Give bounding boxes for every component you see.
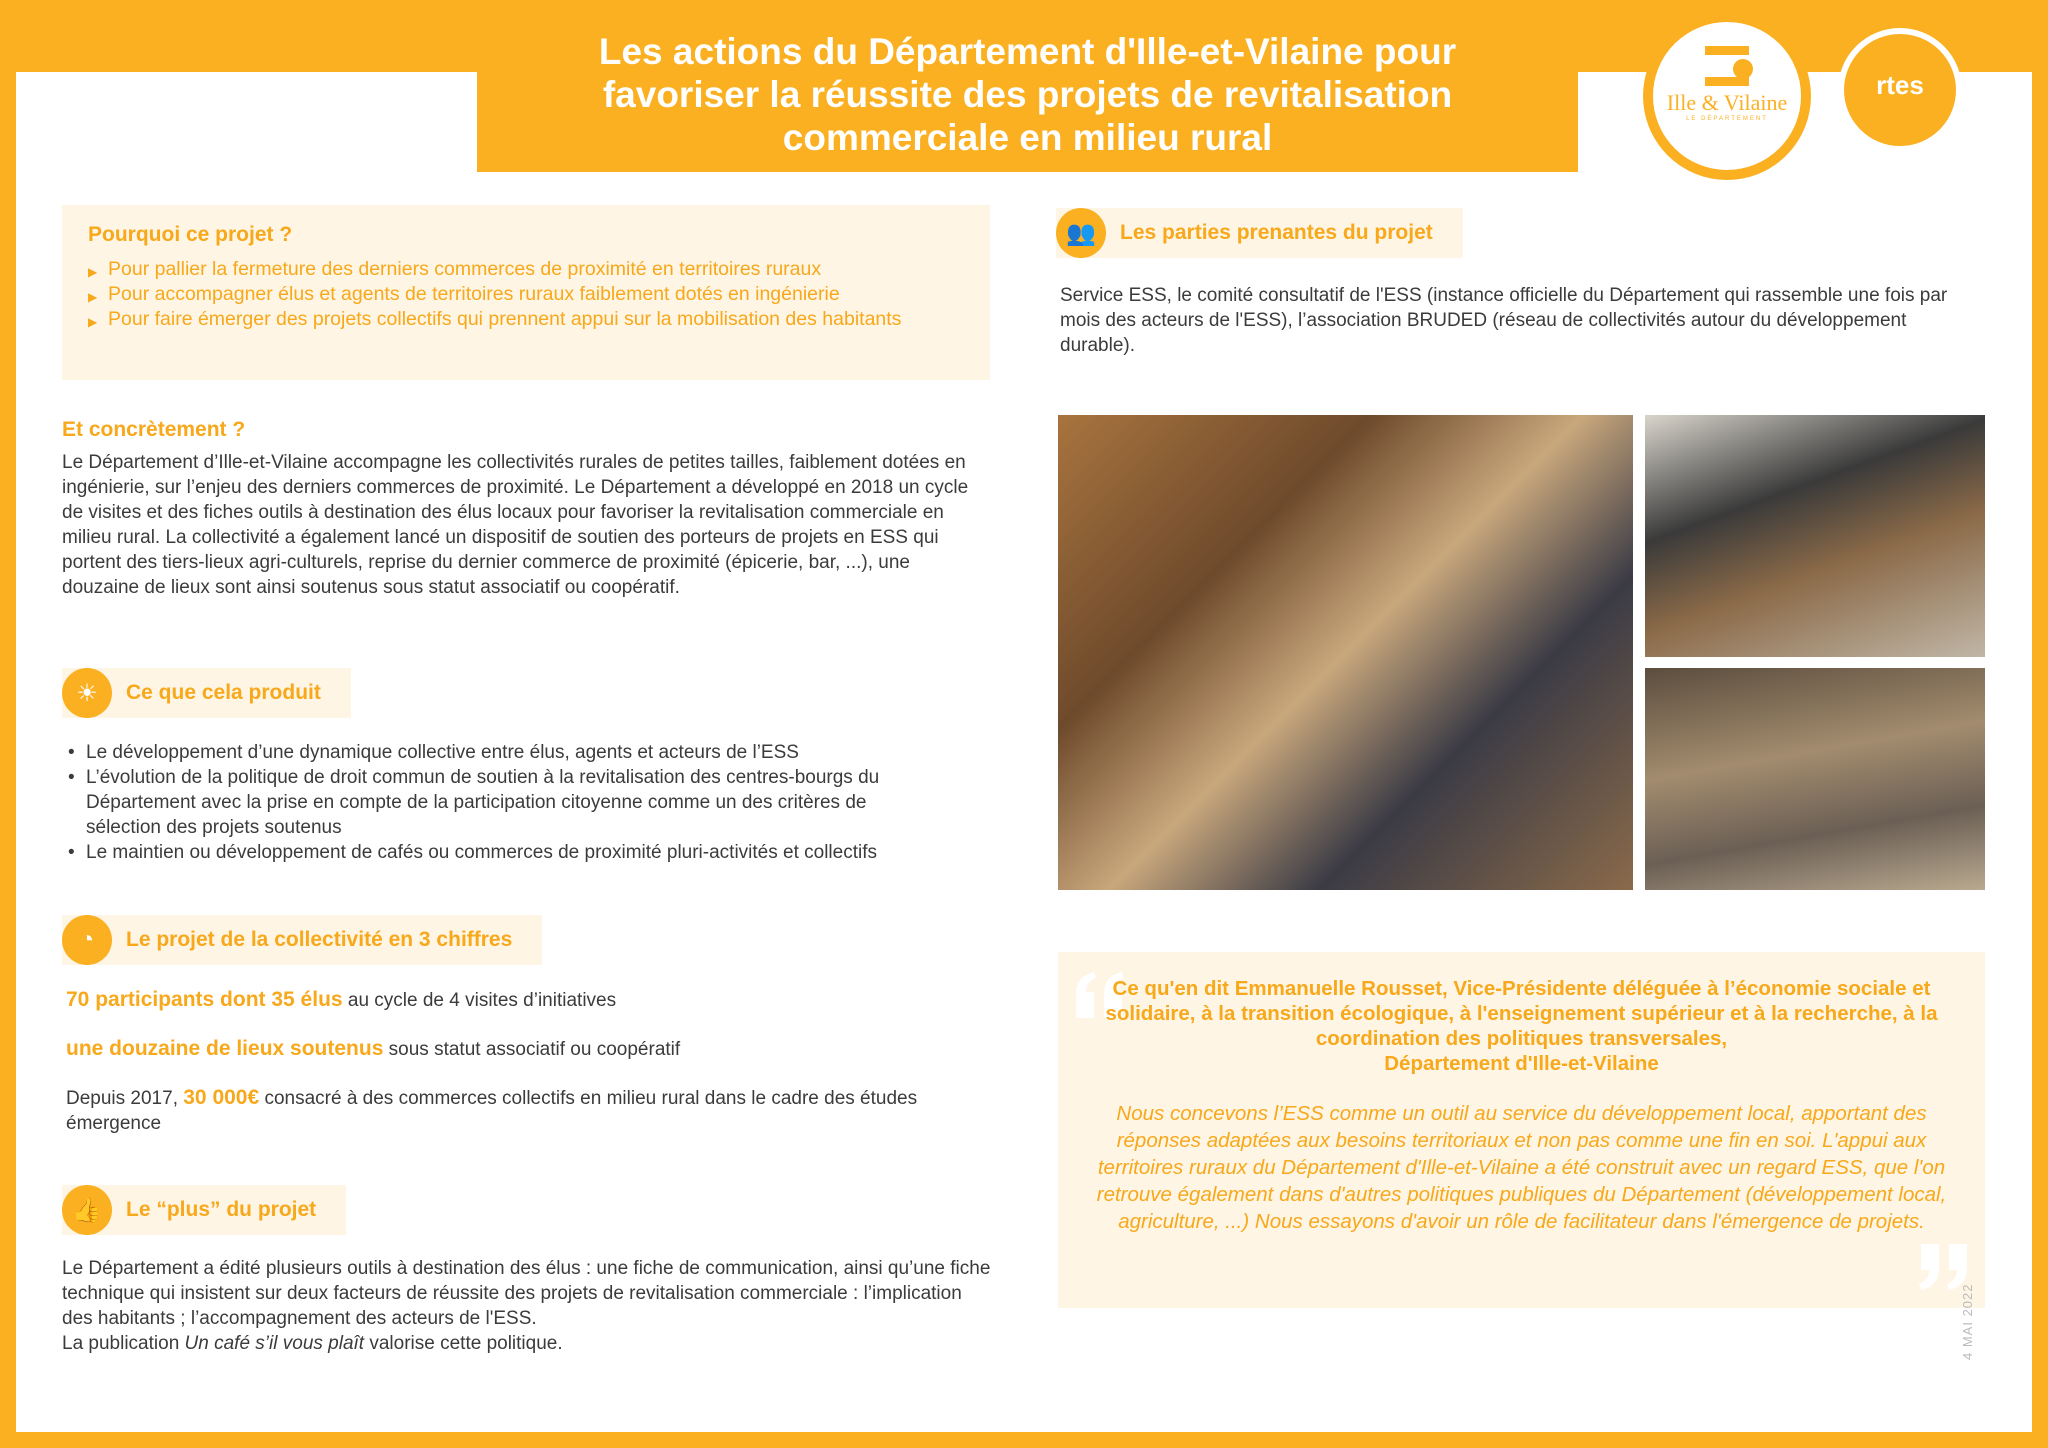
plus-text [62,1256,997,1356]
plus-heading: Le “plus” du projet [126,1198,317,1221]
figure-highlight: 70 participants dont 35 élus [66,988,343,1011]
figures-heading: Le projet de la collectivité en 3 chiffres [126,928,513,951]
outcomes-heading: Ce que cela produit [126,681,321,704]
list-item: ▶ Pour pallier la fermeture des derniers commerces de proximité en territoires ruraux [88,257,964,282]
plus-body: Le Département a édité plusieurs outils à destination des élus : une fiche de communication, ainsi qu’une fiche technique qui insistent sur deux facteurs de réussite des projets de revitalisation commerciale : l’implication des habitants ; l’accompagnement des acteurs de l'ESS. [62,1258,991,1329]
list-item: ▶ Pour faire émerger des projets collectifs qui prennent appui sur la mobilisation des habitants [88,307,964,332]
figure-highlight: une douzaine de lieux soutenus [66,1037,384,1060]
figure-pre: Depuis 2017, [66,1088,184,1109]
figure-line [66,1036,966,1062]
why-heading: Pourquoi ce projet ? [88,223,293,246]
concretely-heading: Et concrètement ? [62,418,246,441]
logo-name: Ille & Vilaine [1666,90,1788,115]
why-list [88,257,964,332]
publication-post: valorise cette politique. [364,1333,563,1354]
list-item: • Le maintien ou développement de cafés ou commerces de proximité pluri-activités et collectifs [62,840,992,865]
outcomes-list [62,740,992,865]
section-header-outcomes [62,668,351,718]
publication-pre: La publication [62,1333,185,1354]
photo-cafe-meeting [1645,668,1985,890]
quote-box [1058,952,1985,1308]
figure-post: au cycle de 4 visites d’initiatives [342,990,617,1011]
section-header-figures [62,915,542,965]
quote-author-text: Ce qu'en dit Emmanuelle Rousset, Vice-Présidente déléguée à l’économie sociale et solidaire, à la transition écologique, à l'enseignement supérieur et à la recherche, à la coordination des politiques transversales, [1105,977,1938,1050]
people-icon: 👥 [1056,208,1106,258]
publication-title: Un café s’il vous plaît [184,1333,365,1354]
rtes-logo [1838,28,1962,152]
list-item: • L’évolution de la politique de droit commun de soutien à la revitalisation des centres-bourgs du Département avec la prise en compte de la participation citoyenne comme un des critères de sélection des projets soutenus [62,765,992,840]
concretely-text: Le Département d’Ille-et-Vilaine accompagne les collectivités rurales de petites tailles, faiblement dotées en ingénierie, sur l’enjeu des derniers commerces de proximité. Le Département a développé en 2018 un cycle de visites et des fiches outils à destination des élus locaux pour favoriser la revitalisation commerciale en milieu rural. La collectivité a également lancé un dispositif de soutien des porteurs de projets en ESS qui portent des tiers-lieux agri-culturels, reprise du dernier commerce de proximité (épicerie, bar, ...), une douzaine de lieux sont ainsi soutenus sous statut associatif ou coopératif. [62,452,969,598]
page-title: Les actions du Département d'Ille-et-Vilaine pour favoriser la réussite des projets de revitalisation commerciale en milieu rural [477,0,1578,172]
stakeholders-text: Service ESS, le comité consultatif de l'ESS (instance officielle du Département qui rassemble une fois par mois des acteurs de l'ESS), l’association BRUDED (réseau de collectivités autour du développement durable). [1060,285,1948,356]
list-item: • Le développement d’une dynamique collective entre élus, agents et acteurs de l’ESS [62,740,992,765]
stakeholders-heading: Les parties prenantes du projet [1120,221,1433,244]
rtes-logo-text: rtes [1876,70,1924,100]
section-header-stakeholders [1056,208,1463,258]
quote-text: Nous concevons l’ESS comme un outil au service du développement local, apportant des réponses adaptées aux besoins territoriaux et non pas comme une fin en soi. L'appui aux territoires ruraux du Département d'Ille-et-Vilaine a été construit avec un regard ESS, que l'on retrouve également dans d'autres politiques publiques du Département (développement local, agriculture, ...) Nous essayons d'avoir un rôle de facilitateur dans l'émergence de projets. [1096,1102,1947,1233]
section-header-plus [62,1185,346,1235]
quote-author [1088,976,1955,1076]
figure-line [66,987,966,1013]
photo-cafe-game [1645,415,1985,657]
date-label: 4 MAI 2022 [1960,1283,1975,1360]
figure-post: consacré à des commerces collectifs en milieu rural dans le cadre des études émergence [66,1088,918,1134]
figure-line [66,1085,966,1136]
department-logo-icon [1705,46,1749,86]
figure-post: sous statut associatif ou coopératif [383,1039,681,1060]
list-item: ▶ Pour accompagner élus et agents de territoires ruraux faiblement dotés en ingénierie [88,282,964,307]
quote-org: Département d'Ille-et-Vilaine [1384,1052,1659,1075]
why-project-box [62,205,990,380]
lightbulb-icon: ☀ [62,668,112,718]
photo-grocery-shop [1058,415,1633,890]
thumbs-up-icon: 👍 [62,1185,112,1235]
figure-highlight: 30 000€ [183,1086,260,1109]
chart-icon: ◔ [62,915,112,965]
ille-et-vilaine-logo [1643,12,1811,180]
logo-subtitle: LE DÉPARTEMENT [1686,116,1768,122]
